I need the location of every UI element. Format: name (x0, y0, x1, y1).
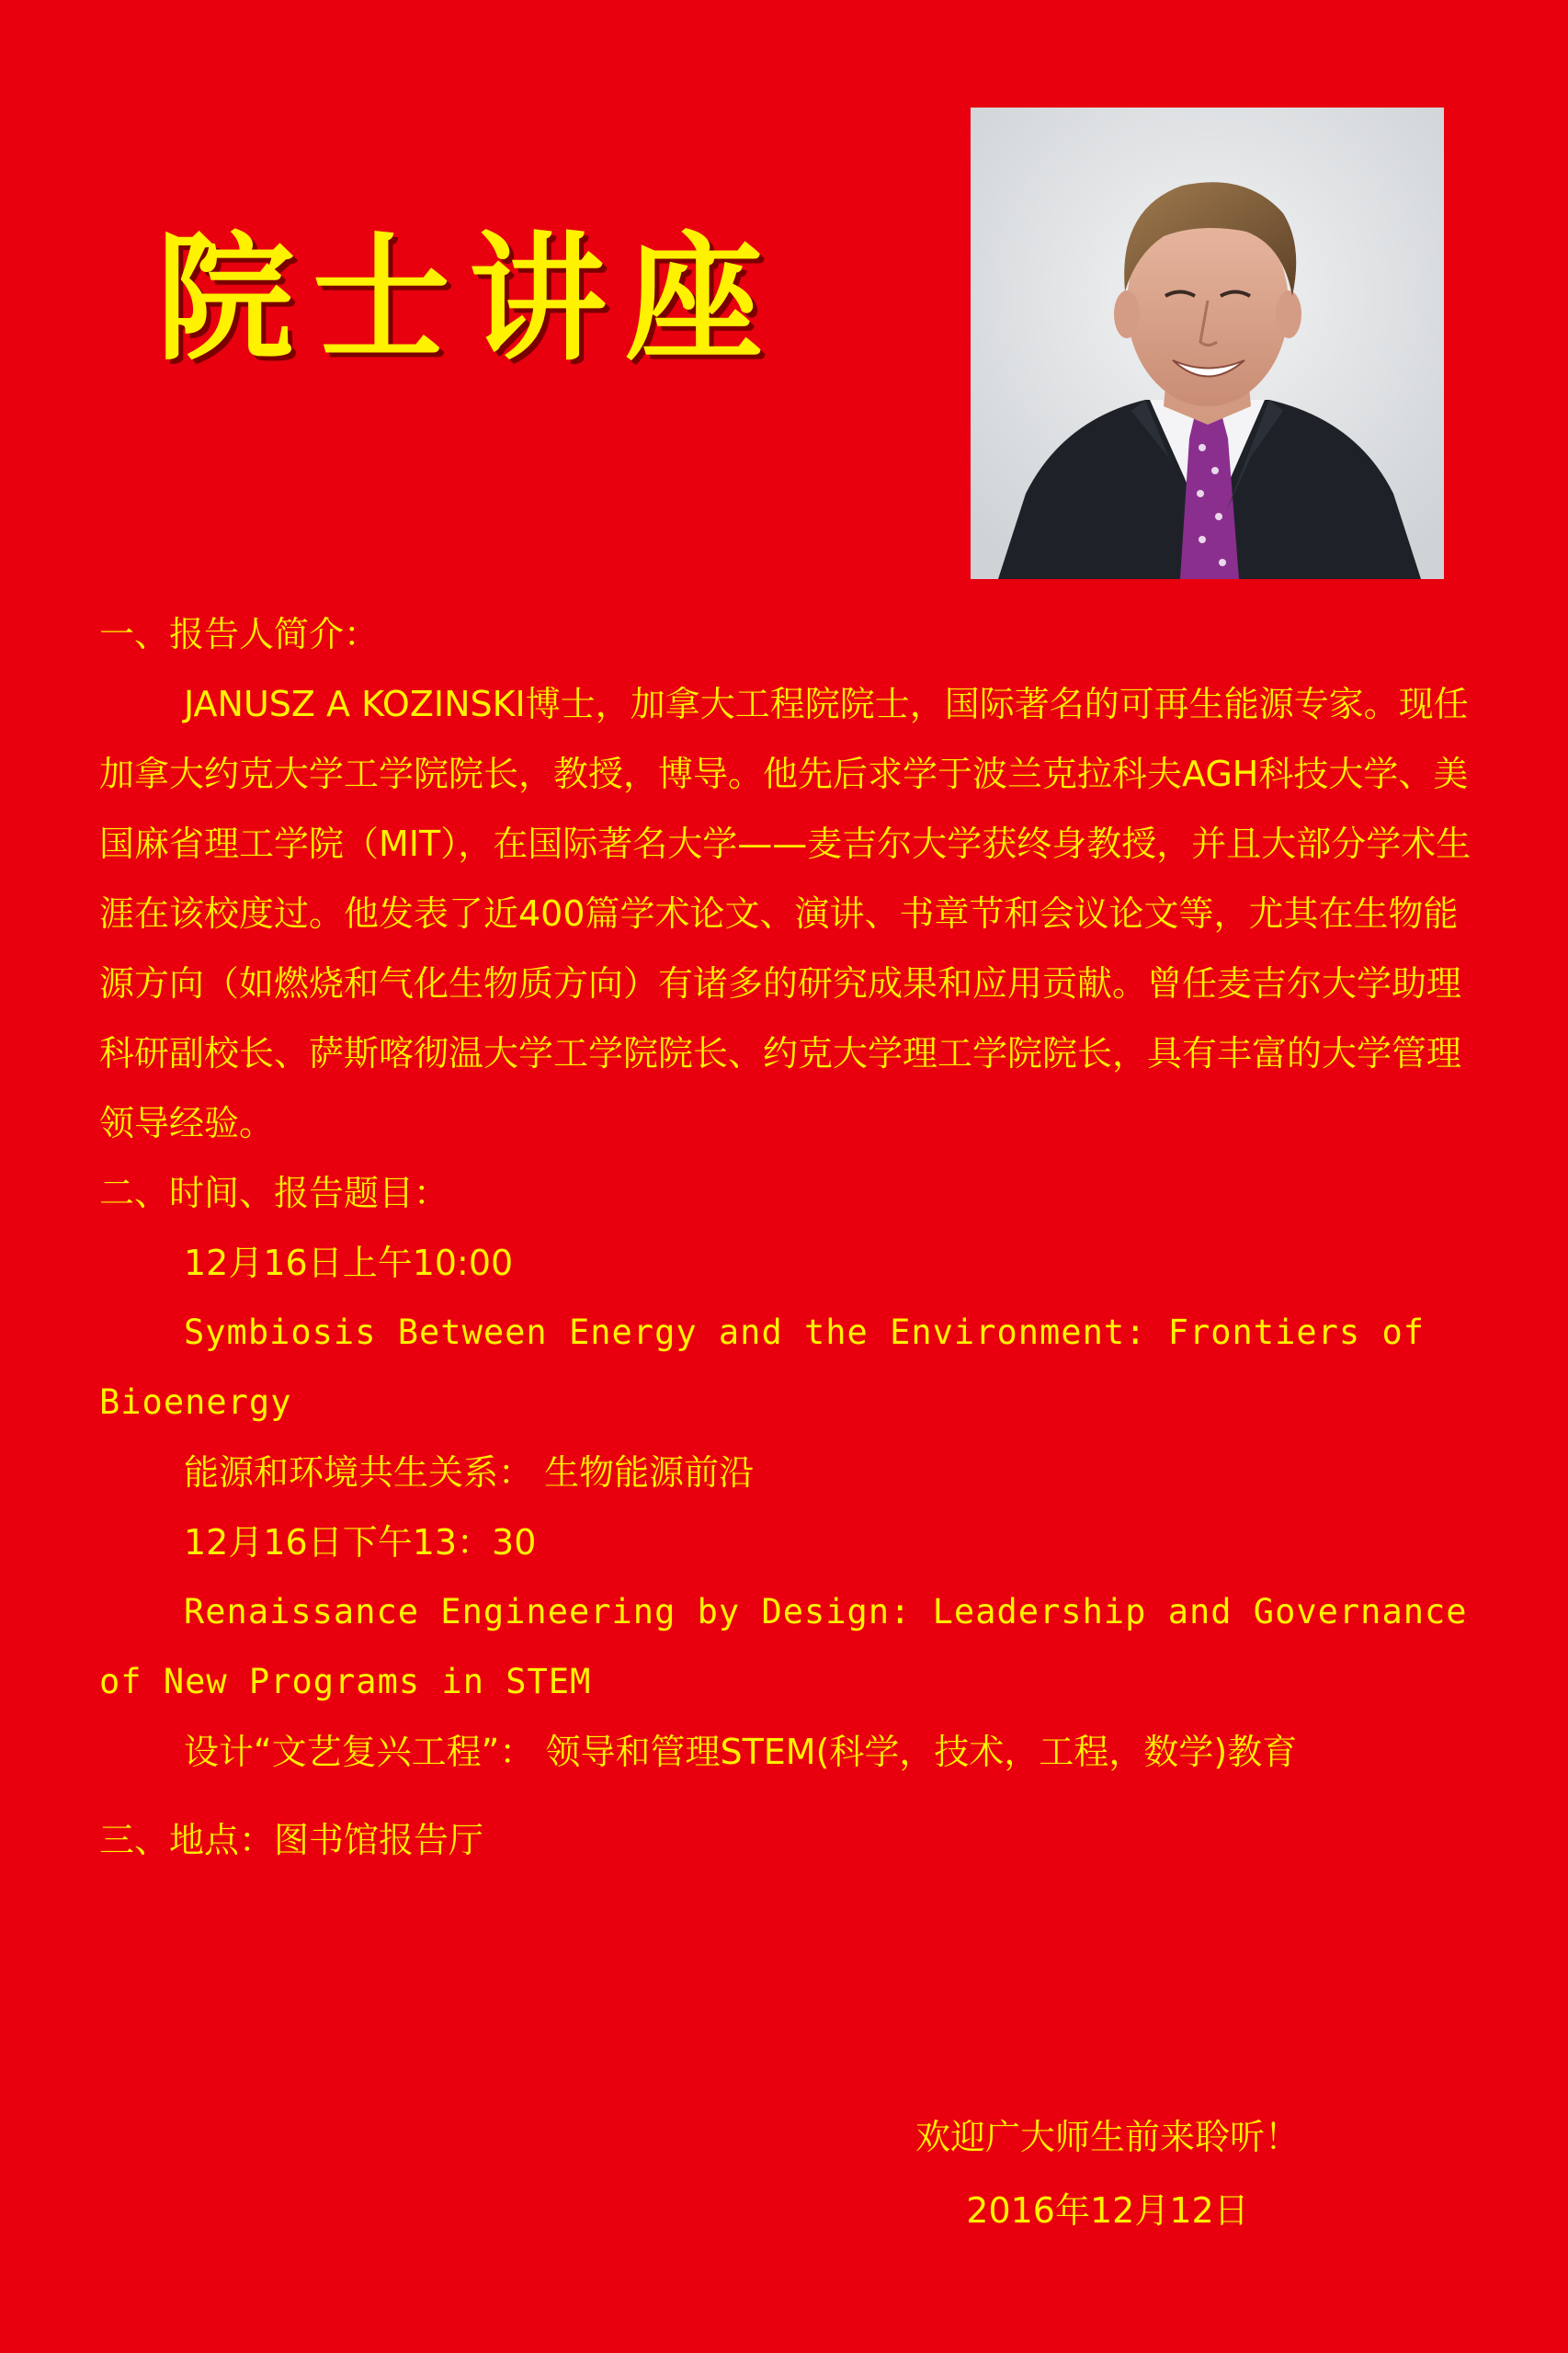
closing-block (827, 2100, 1388, 2247)
talk1-time: 12月16日上午10:00 (184, 1243, 514, 1283)
talk1-title-zh: 能源和环境共生关系： 生物能源前沿 (184, 1452, 755, 1493)
talk2-time: 12月16日下午13：30 (184, 1522, 537, 1563)
talk2-title-en: Renaissance Engineering by Design: Leadership and Governance of New Programs in STEM (99, 1592, 1468, 1701)
section-schedule-heading: 二、时间、报告题目： (99, 1173, 449, 1213)
poster-date: 2016年12月12日 (966, 2190, 1249, 2231)
talk1-title-en: Symbiosis Between Energy and the Environment: Frontiers of Bioenergy (99, 1313, 1426, 1422)
section-speaker-heading: 一、报告人简介： (99, 614, 380, 654)
welcome-text: 欢迎广大师生前来聆听！ (915, 2117, 1300, 2157)
speaker-portrait-photo (971, 108, 1444, 579)
section-location-heading: 三、地点：图书馆报告厅 (99, 1820, 484, 1860)
speaker-bio: JANUSZ A KOZINSKI博士，加拿大工程院院士，国际著名的可再生能源专家。现任加拿大约克大学工学院院长，教授，博导。他先后求学于波兰克拉科夫AGH科技大学、美国麻省理工学院（MIT），在国际著名大学——麦吉尔大学获终身教授，并且大部分学术生涯在该校度过。他发表了近400篇学术论文、演讲、书章节和会议论文等，尤其在生物能源方向（如燃烧和气化生物质方向）有诸多的研究成果和应用贡献。曾任麦吉尔大学助理科研副校长、萨斯喀彻温大学工学院院长、约克大学理工学院院长，具有丰富的大学管理领导经验。 (99, 684, 1471, 1143)
poster-body (99, 599, 1487, 1875)
talk2-title-zh: 设计“文艺复兴工程”： 领导和管理STEM(科学，技术，工程，数学)教育 (184, 1732, 1298, 1772)
poster-title: 院士讲座 (156, 218, 782, 380)
section-spacer (99, 1787, 1487, 1805)
